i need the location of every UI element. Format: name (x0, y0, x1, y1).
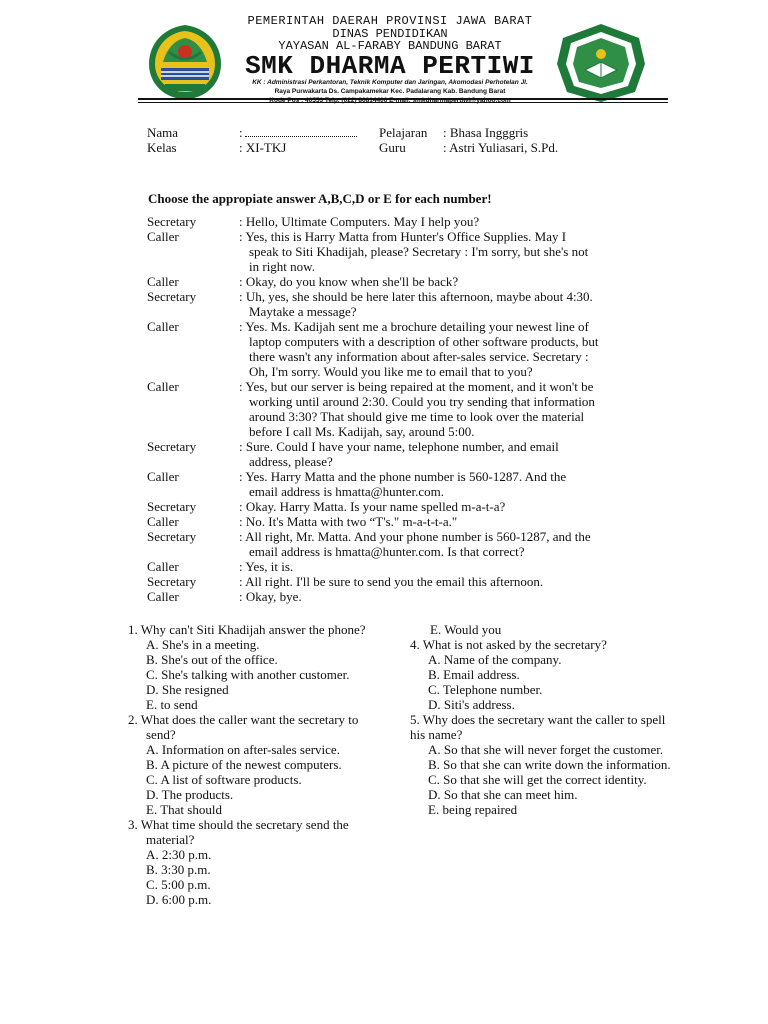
option[interactable]: D. She resigned (146, 682, 229, 697)
dialog-line (147, 274, 677, 289)
question-5-continuation: his name? (410, 727, 463, 742)
nama-field[interactable] (239, 125, 357, 140)
dialog-text: : Uh, yes, she should be here later this afternoon, maybe about 4:30. Maytake a message? (239, 289, 593, 319)
dialog-speaker: Secretary (147, 529, 197, 544)
foundation-name: YAYASAN AL-FARABY BANDUNG BARAT (278, 39, 502, 53)
dialog-text: : Yes, it is. (239, 559, 294, 574)
dialog-line (147, 469, 677, 499)
dialog-line (147, 214, 677, 229)
dialog-speaker: Caller (147, 319, 179, 334)
dialog-text: : Yes, this is Harry Matta from Hunter's Office Supplies. May I speak to Siti Khadijah, please? Secretary : I'm sorry, but she's not in right now. (239, 229, 589, 274)
pelajaran-value: : Bhasa Ingggris (443, 125, 529, 140)
option[interactable]: E. That should (146, 802, 222, 817)
dialog-speaker: Secretary (147, 214, 197, 229)
dialog-text: : Yes. Ms. Kadijah sent me a brochure detailing your newest line of laptop computers with a description of other software products, but there wasn't any information about after-sales service. Secretary : Oh, I'm sorry. Would you like me to email that to you? (239, 319, 599, 379)
nama-blank-line (245, 125, 357, 137)
option[interactable]: D. Siti's address. (428, 697, 515, 712)
dialog-text: : Okay, do you know when she'll be back? (239, 274, 459, 289)
option[interactable]: C. A list of software products. (146, 772, 302, 787)
questions-column-right (410, 622, 680, 817)
dialog-line (147, 439, 677, 469)
dialog-speaker: Caller (147, 469, 179, 484)
dialog-line (147, 499, 677, 514)
dialog-text: : No. It's Matta with two “T's." m-a-t-t-a." (239, 514, 458, 529)
dialog-block (147, 214, 677, 604)
option[interactable]: B. She's out of the office. (146, 652, 278, 667)
nama-separator: : (239, 125, 243, 140)
dialog-text: : Yes. Harry Matta and the phone number is 560-1287. And the email address is hmatta@hunter.com. (239, 469, 567, 499)
department-name: DINAS PENDIDIKAN (332, 27, 448, 41)
option[interactable]: C. 5:00 p.m. (146, 877, 211, 892)
option[interactable]: A. Name of the company. (428, 652, 562, 667)
dialog-speaker: Caller (147, 589, 179, 604)
dialog-speaker: Caller (147, 514, 179, 529)
option[interactable]: A. So that she will never forget the customer. (428, 742, 664, 757)
option[interactable]: C. Telephone number. (428, 682, 543, 697)
dialog-text: : All right, Mr. Matta. And your phone number is 560-1287, and the email address is hmatta@hunter.com. Is that correct? (239, 529, 591, 559)
option[interactable]: C. She's talking with another customer. (146, 667, 350, 682)
dialog-text: : Sure. Could I have your name, telephone number, and email address, please? (239, 439, 559, 469)
dialog-line (147, 289, 677, 319)
address-line: Raya Purwakarta Ds. Campakamekar Kec. Padalarang Kab. Bandung Barat (274, 88, 506, 95)
option[interactable]: E. being repaired (428, 802, 518, 817)
contact-line: Kode Pos : 40553 Telp. (022) 86814406 E-mail: smkdharmapertiwi@yahoo.com (269, 97, 511, 104)
guru-label: Guru (379, 140, 406, 155)
programs-line: KK : Administrasi Perkantoran, Teknik Komputer dan Jaringan, Akomodasi Perhotelan Jl. (252, 79, 528, 86)
guru-value: : Astri Yuliasari, S.Pd. (443, 140, 559, 155)
letterhead (215, 15, 565, 105)
kelas-value: : XI-TKJ (239, 140, 287, 155)
government-name: PEMERINTAH DAERAH PROVINSI JAWA BARAT (247, 14, 533, 28)
dialog-text: : Hello, Ultimate Computers. May I help you? (239, 214, 480, 229)
option[interactable]: A. She's in a meeting. (146, 637, 260, 652)
dialog-line (147, 529, 677, 559)
option[interactable]: B. A picture of the newest computers. (146, 757, 342, 772)
letterhead-rule-thin (138, 102, 668, 103)
dialog-speaker: Caller (147, 379, 179, 394)
question-1: 1. Why can't Siti Khadijah answer the phone? (128, 622, 366, 637)
dialog-line (147, 559, 677, 574)
school-emblem-icon (555, 22, 647, 104)
west-java-province-logo-icon (145, 22, 225, 102)
option[interactable]: B. 3:30 p.m. (146, 862, 211, 877)
option[interactable]: B. So that she can write down the information. (428, 757, 671, 772)
dialog-line (147, 574, 677, 589)
dialog-line (147, 589, 677, 604)
nama-label: Nama (147, 125, 179, 140)
dialog-speaker: Secretary (147, 439, 197, 454)
dialog-line (147, 319, 677, 379)
dialog-text: : Yes, but our server is being repaired at the moment, and it won't be working until around 2:30. Could you try sending that information around 3:30? That should give me time to look over the material before I call Ms. Kadijah, say, around 5:00. (239, 379, 595, 439)
option[interactable]: E. to send (146, 697, 198, 712)
option[interactable]: A. 2:30 p.m. (146, 847, 212, 862)
letterhead-rule-thick (138, 98, 668, 100)
dialog-line (147, 379, 677, 439)
dialog-speaker: Secretary (147, 574, 197, 589)
question-4: 4. What is not asked by the secretary? (410, 637, 607, 652)
dialog-speaker: Secretary (147, 289, 197, 304)
dialog-speaker: Caller (147, 274, 179, 289)
instruction-text: Choose the appropiate answer A,B,C,D or E for each number! (148, 191, 492, 206)
dialog-speaker: Caller (147, 229, 179, 244)
dialog-line (147, 514, 677, 529)
dialog-text: : Okay. Harry Matta. Is your name spelled m-a-t-a? (239, 499, 506, 514)
option[interactable]: D. So that she can meet him. (428, 787, 578, 802)
kelas-label: Kelas (147, 140, 177, 155)
option[interactable]: C. So that she will get the correct identity. (428, 772, 647, 787)
option[interactable]: E. Would you (430, 622, 502, 637)
option[interactable]: D. The products. (146, 787, 234, 802)
school-name: SMK DHARMA PERTIWI (245, 51, 535, 81)
dialog-speaker: Caller (147, 559, 179, 574)
option[interactable]: B. Email address. (428, 667, 520, 682)
dialog-text: : Okay, bye. (239, 589, 302, 604)
question-2: 2. What does the caller want the secretary to send? (128, 712, 359, 742)
pelajaran-label: Pelajaran (379, 125, 428, 140)
dialog-text: : All right. I'll be sure to send you the email this afternoon. (239, 574, 544, 589)
dialog-speaker: Secretary (147, 499, 197, 514)
question-5: 5. Why does the secretary want the caller to spell (410, 712, 666, 727)
option[interactable]: D. 6:00 p.m. (146, 892, 212, 907)
dialog-line (147, 229, 677, 274)
question-3: 3. What time should the secretary send the material? (128, 817, 349, 847)
questions-column-left (128, 622, 388, 907)
option[interactable]: A. Information on after-sales service. (146, 742, 340, 757)
